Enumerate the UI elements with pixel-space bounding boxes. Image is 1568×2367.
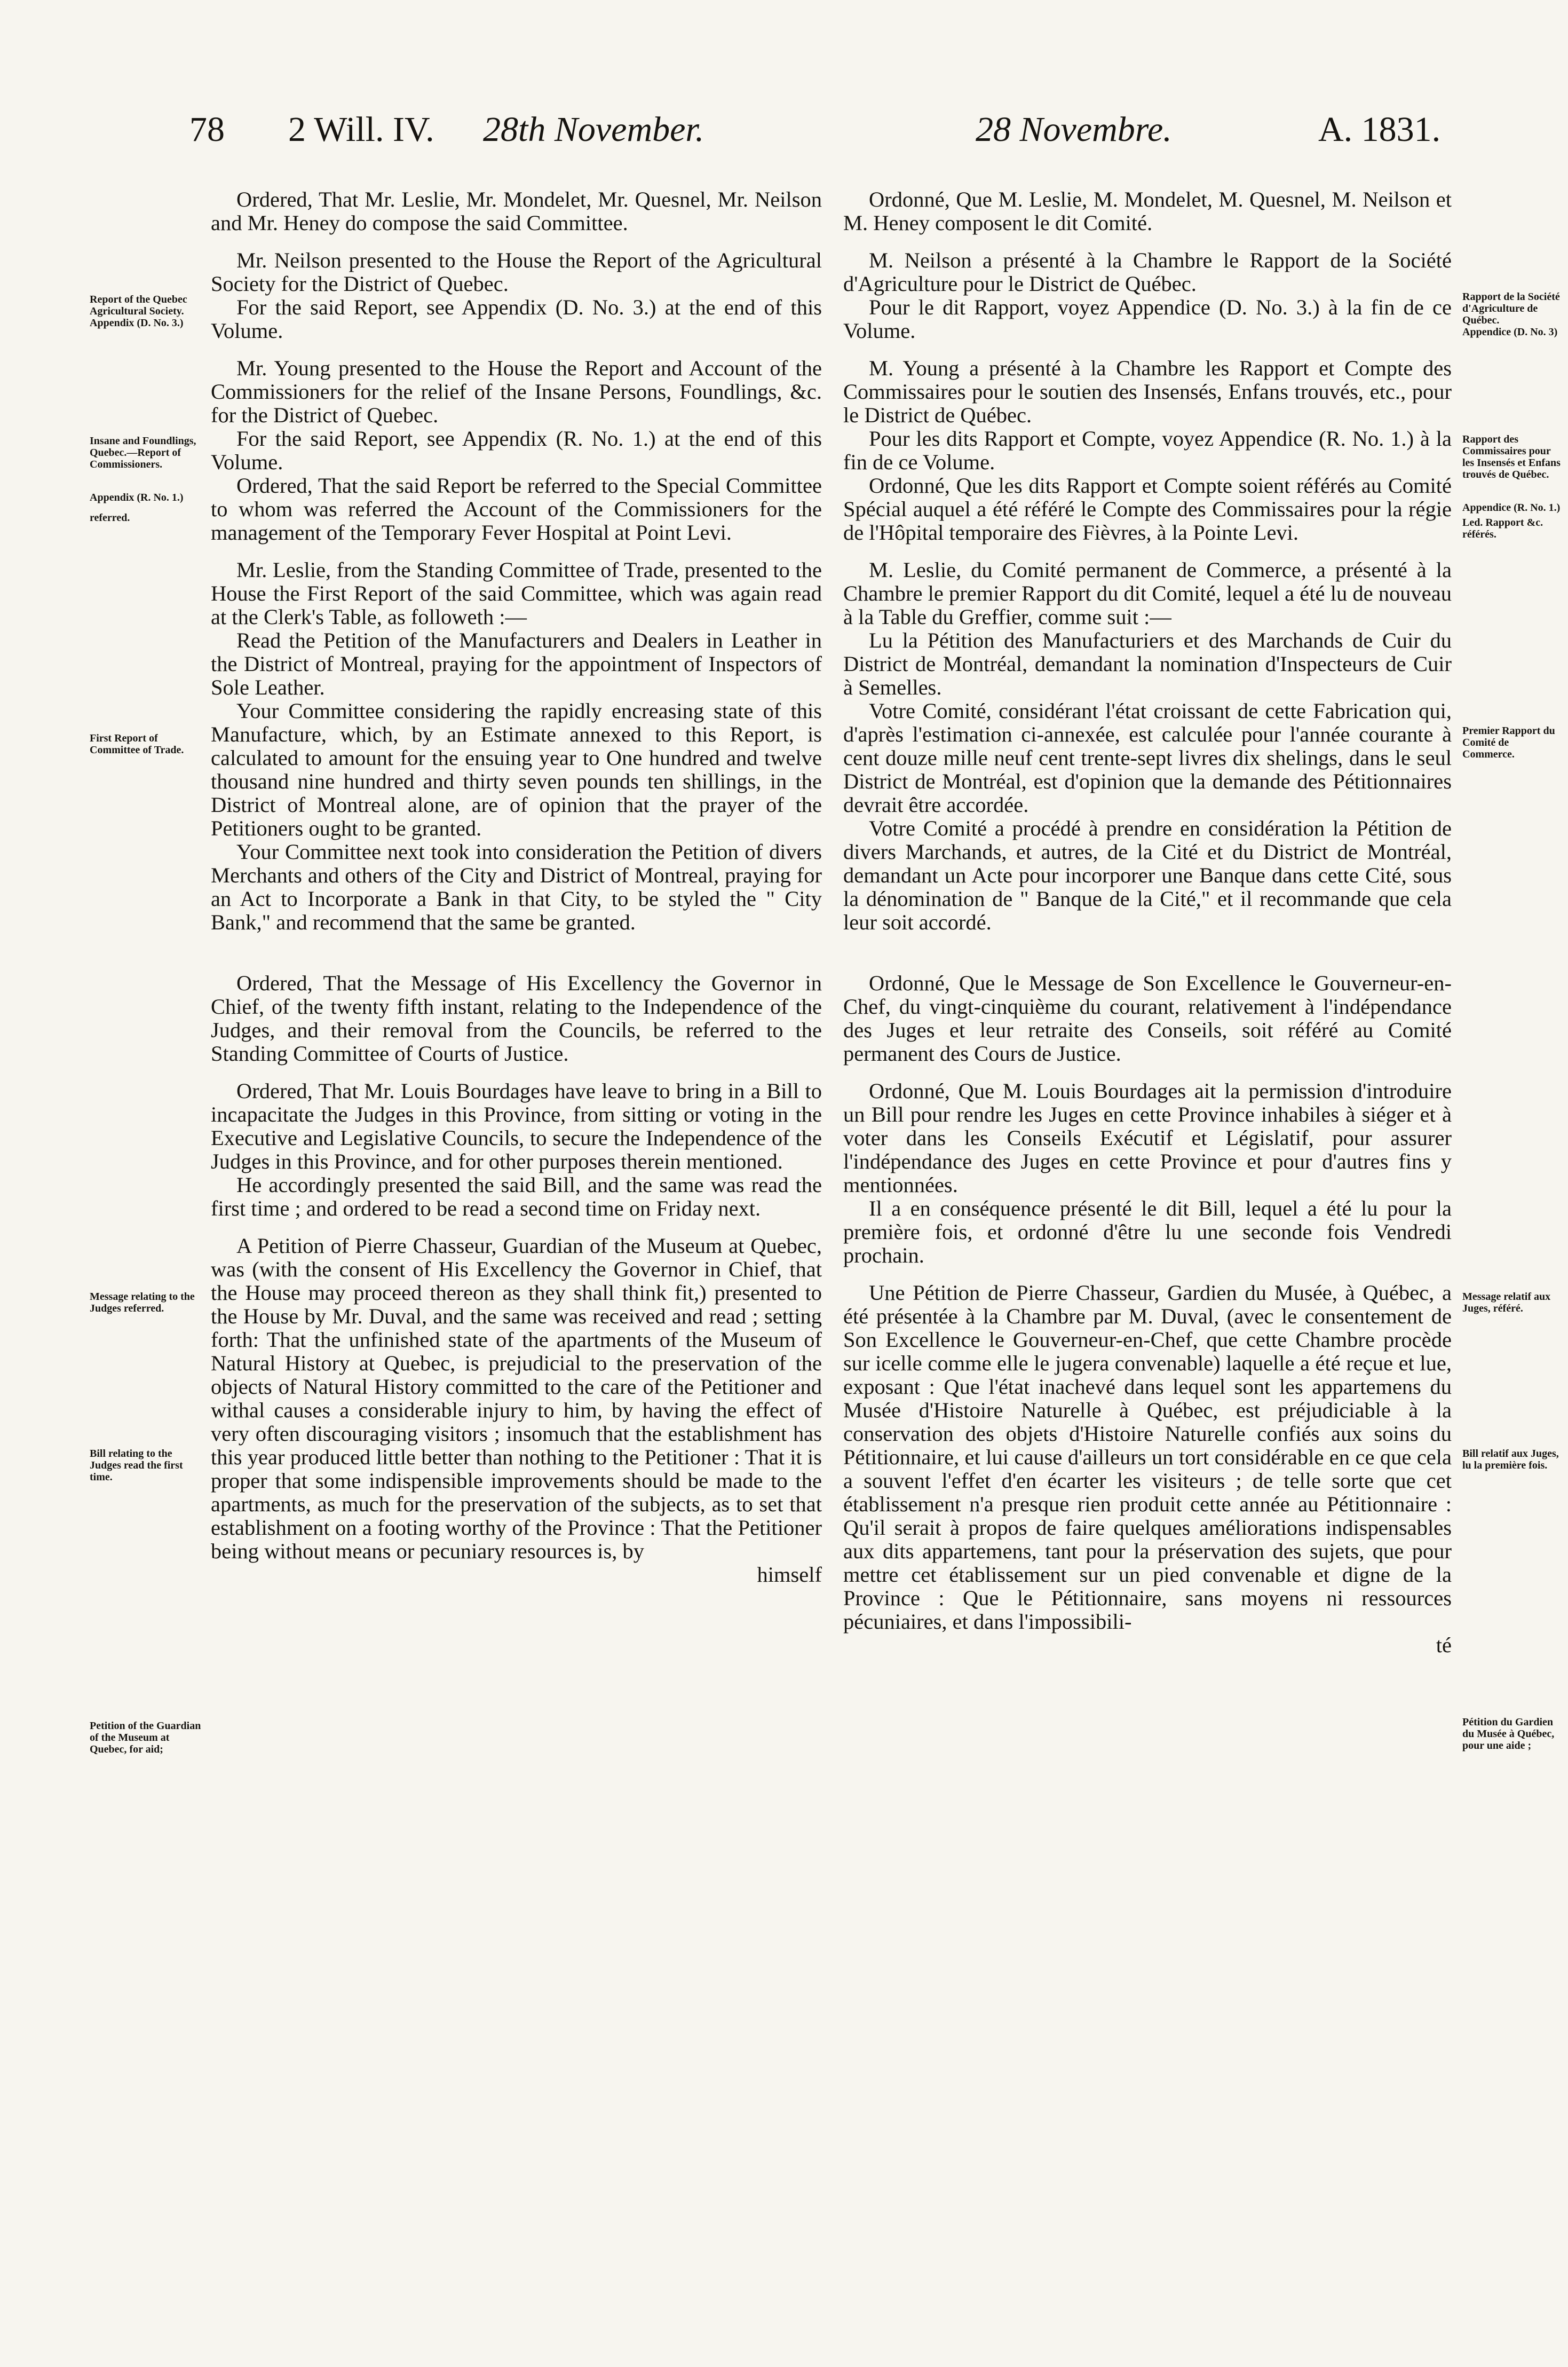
margin-note-left-1: Report of the Quebec Agricultural Society. Appendix (D. No. 3.) <box>90 294 187 329</box>
en-paragraph: Ordered, That the said Report be referred to the Special Committee to whom was referred the Account of the Commissioners for the management of the Temporary Fever Hospital at Point Levi. <box>211 474 822 545</box>
fr-paragraph: Une Pétition de Pierre Chasseur, Gardien du Musée, à Québec, a été présentée à la Chambre par M. Duval, (avec le consentement de Son Excellence le Gouverneur-en-Chef, que cette Chambre procède sur icelle comme elle le jugera convenable) laquelle a été reçue et lue, exposant : Que l'état inachevé dans lequel sont les appartemens du Musée d'Histoire Naturelle à Québec, est préjudiciable à la conservation des objets d'Histoire Naturelle confiés aux soins du Pétitionnaire, et lui cause d'ailleurs un tort considérable en ce que cela a souvent l'effet d'en écarter les visiteurs ; de telle sorte que cet établissement n'a presque rien produit cette année au Pétitionnaire : Qu'il serait à propos de faire quelques améliorations indispensables aux dits appartemens, tant pour la préservation des sujets, que pour mettre cet établissement sur un pied convenable et digne de la Province : Que le Pétitionnaire, sans moyens ni ressources pécuniaires, et dans l'impossibili- <box>843 1281 1452 1634</box>
margin-note-right-1: Rapport de la Société d'Agriculture de Québec. Appendice (D. No. 3) <box>1462 291 1560 338</box>
fr-paragraph: Pour les dits Rapport et Compte, voyez Appendice (R. No. 1.) à la fin de ce Volume. <box>843 427 1452 474</box>
margin-note-right-2: Rapport des Commissaires pour les Insensés et Enfans trouvés de Québec. Appendice (R. No. 1.) Led. Rapport &c. référés. <box>1462 433 1561 540</box>
en-paragraph: Your Committee next took into consideration the Petition of divers Merchants and others of the City and District of Montreal, praying for an Act to Incorporate a Bank in that City, to be styled the " City Bank," and recommend that the same be granted. <box>211 840 822 934</box>
fr-paragraph: Ordonné, Que M. Louis Bourdages ait la permission d'introduire un Bill pour rendre les Juges en cette Province inhabiles à siéger et à voter dans les Conseils Exécutif et Législatif, pour assurer l'indépendance des Juges en cette Province et pour d'autres fins y mentionnées. <box>843 1079 1452 1197</box>
margin-note-right-6: Pétition du Gardien du Musée à Québec, pour une aide ; <box>1462 1716 1555 1751</box>
french-column <box>843 188 1452 1657</box>
en-paragraph: A Petition of Pierre Chasseur, Guardian of the Museum at Quebec, was (with the consent of His Excellency the Governor in Chief, that the House may proceed thereon as they shall think fit,) presented to the House by Mr. Duval, and the same was received and read ; setting forth: That the unfinished state of the apartments of the Museum of Natural History at Quebec, is prejudicial to the preservation of the objects of Natural History committed to the care of the Petitioner and withal causes a considerable injury to him, by having the effect of very often discouraging visitors ; insomuch that the establishment has this year produced little better than nothing to the Petitioner : That it is proper that some indispensible improvements should be made to the apartments, as much for the preservation of the subjects, as to set that establishment on a footing worthy of the Province : That the Petitioner being without means or pecuniary resources is, by <box>211 1234 822 1563</box>
reign-header: 2 Will. IV. <box>288 110 434 149</box>
fr-paragraph: M. Neilson a présenté à la Chambre le Rapport de la Société d'Agriculture pour le District de Québec. <box>843 248 1452 296</box>
en-paragraph: Ordered, That Mr. Louis Bourdages have leave to bring in a Bill to incapacitate the Judges in this Province, from sitting or voting in the Executive and Legislative Councils, to secure the Independence of the Judges in this Province, and for other purposes therein mentioned. <box>211 1079 822 1173</box>
fr-paragraph: Votre Comité, considérant l'état croissant de cette Fabrication qui, d'après l'estimation ci-annexée, est calculée pour l'année courante à cent douze mille neuf cent trente-sept livres dix shelings, dans le seul District de Montréal, est d'opinion que la demande des Pétitionnaires devrait être accordée. <box>843 699 1452 817</box>
page-number: 78 <box>189 110 225 149</box>
margin-note-left-2: Insane and Foundlings, Quebec.—Report of Commissioners. Appendix (R. No. 1.) referred. <box>90 435 196 524</box>
fr-paragraph: Ordonné, Que le Message de Son Excellence le Gouverneur-en-Chef, du vingt-cinquième du courant, relativement à l'indépendance des Juges et leur retraite des Conseils, soit référé au Comité permanent des Cours de Justice. <box>843 971 1452 1066</box>
en-catchword: himself <box>757 1563 822 1587</box>
margin-note-left-3: First Report of Committee of Trade. <box>90 732 184 756</box>
en-paragraph: For the said Report, see Appendix (R. No. 1.) at the end of this Volume. <box>211 427 822 474</box>
margin-note-left-4: Message relating to the Judges referred. <box>90 1291 195 1314</box>
date-header-en: 28th November. <box>483 110 704 149</box>
en-paragraph: Ordered, That Mr. Leslie, Mr. Mondelet, Mr. Quesnel, Mr. Neilson and Mr. Heney do compose the said Committee. <box>211 187 822 235</box>
en-paragraph: He accordingly presented the said Bill, and the same was read the first time ; and ordered to be read a second time on Friday next. <box>211 1173 822 1220</box>
english-column <box>211 188 822 1587</box>
en-paragraph: Your Committee considering the rapidly encreasing state of this Manufacture, which, by an Estimate annexed to this Report, is calculated to amount for the ensuing year to One hundred and twelve thousand nine hundred and thirty seven pounds ten shillings, in the District of Montreal alone, are of opinion that the prayer of the Petitioners ought to be granted. <box>211 699 822 840</box>
en-paragraph: Ordered, That the Message of His Excellency the Governor in Chief, of the twenty fifth instant, relating to the Independence of the Judges, and their removal from the Councils, be referred to the Standing Committee of Courts of Justice. <box>211 971 822 1066</box>
fr-paragraph: Pour le dit Rapport, voyez Appendice (D. No. 3.) à la fin de ce Volume. <box>843 295 1452 343</box>
fr-catchword: té <box>1436 1633 1452 1657</box>
fr-paragraph: M. Young a présenté à la Chambre les Rapport et Compte des Commissaires pour le soutien des Insensés, Enfans trouvés, etc., pour le District de Québec. <box>843 356 1452 427</box>
en-paragraph: Read the Petition of the Manufacturers and Dealers in Leather in the District of Montreal, praying for the appointment of Inspectors of Sole Leather. <box>211 628 822 699</box>
margin-note-right-3: Premier Rapport du Comité de Commerce. <box>1462 725 1555 760</box>
margin-note-left-6: Petition of the Guardian of the Museum at Quebec, for aid; <box>90 1720 201 1755</box>
year-header: A. 1831. <box>1318 110 1441 149</box>
fr-paragraph: Ordonné, Que M. Leslie, M. Mondelet, M. Quesnel, M. Neilson et M. Heney composent le dit Comité. <box>843 187 1452 235</box>
date-header-fr: 28 Novembre. <box>976 110 1172 149</box>
en-paragraph: Mr. Young presented to the House the Report and Account of the Commissioners for the relief of the Insane Persons, Foundlings, &c. for the District of Quebec. <box>211 356 822 427</box>
fr-paragraph: Il a en conséquence présenté le dit Bill, lequel a été lu pour la première fois, et ordonné d'être lu une seconde fois Vendredi prochain. <box>843 1196 1452 1267</box>
fr-paragraph: Lu la Pétition des Manufacturiers et des Marchands de Cuir du District de Montréal, demandant la nomination d'Inspecteurs de Cuir à Semelles. <box>843 628 1452 699</box>
margin-note-right-5: Bill relatif aux Juges, lu la première fois. <box>1462 1448 1559 1471</box>
fr-paragraph: M. Leslie, du Comité permanent de Commerce, a présenté à la Chambre le premier Rapport du dit Comité, lequel a été lu de nouveau à la Table du Greffier, comme suit :— <box>843 558 1452 629</box>
en-paragraph: Mr. Leslie, from the Standing Committee of Trade, presented to the House the First Report of the said Committee, which was again read at the Clerk's Table, as followeth :— <box>211 558 822 629</box>
en-paragraph: For the said Report, see Appendix (D. No. 3.) at the end of this Volume. <box>211 295 822 343</box>
fr-paragraph: Ordonné, Que les dits Rapport et Compte soient référés au Comité Spécial auquel a été référé le Compte des Commissaires pour la régie de l'Hôpital temporaire des Fièvres, à la Pointe Levi. <box>843 474 1452 545</box>
margin-note-right-4: Message relatif aux Juges, référé. <box>1462 1291 1551 1314</box>
en-paragraph: Mr. Neilson presented to the House the Report of the Agricultural Society for the District of Quebec. <box>211 248 822 296</box>
margin-note-left-5: Bill relating to the Judges read the first time. <box>90 1448 183 1483</box>
fr-paragraph: Votre Comité a procédé à prendre en considération la Pétition de divers Marchands, et autres, de la Cité et du District de Montréal, demandant un Acte pour incorporer une Banque dans cette Cité, sous la dénomination de " Banque de la Cité," et il recommande que cela leur soit accordé. <box>843 816 1452 934</box>
